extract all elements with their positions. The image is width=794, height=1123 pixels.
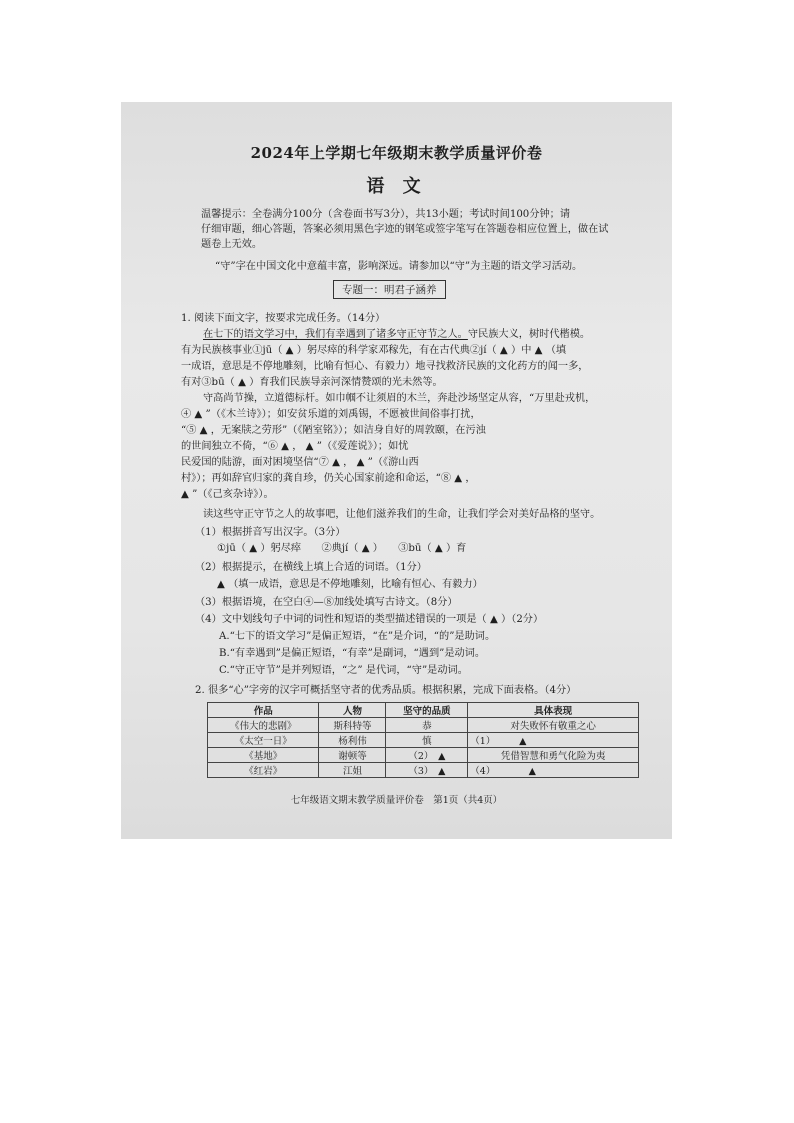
option-b: B.“有幸遇到”是偏正短语，“有幸”是副词，“遇到”是动词。: [219, 648, 486, 659]
table-cell: 江姐: [319, 763, 386, 778]
tip-line-2: 仔细审题，细心答题，答案必须用黑色字迹的钢笔或签字笔写在答题卷相应位置上，做在试: [201, 224, 609, 235]
q1-para-line-9: 民爱国的陆游，面对困境坚信“⑦ ▲ ， ▲ ”（《游山西: [181, 457, 419, 468]
table-row: [208, 718, 639, 733]
table-cell: 谢顿等: [319, 748, 386, 763]
section-label: 专题一：明君子涵养: [333, 280, 446, 299]
sub-question-2-line: ▲ （填一成语，意思是不停地雕刻，比喻有恒心、有毅力）: [217, 579, 483, 590]
table-cell: （3） ▲: [386, 763, 468, 778]
q1-para-line-8: 的世间独立不倚，“⑥ ▲ ， ▲ ”（《爱莲说》）；如忧: [181, 441, 409, 452]
table-cell: 杨利伟: [319, 733, 386, 748]
table-header-cell: 具体表现: [468, 703, 639, 718]
table-cell: （1） ▲: [468, 733, 639, 748]
table-cell: 《红岩》: [208, 763, 319, 778]
table-cell: 《太空一日》: [208, 733, 319, 748]
q1-para-line-12: 读这些守正守节之人的故事吧，让他们滋养我们的生命，让我们学会对美好品格的坚守。: [203, 509, 601, 520]
q1-para-line-11: ▲ ”（《己亥杂诗》）。: [181, 489, 274, 500]
underlined-sentence: 在七下的语文学习中，我们有幸遇到了诸多守正守节之人。: [203, 329, 468, 340]
q1-para-line-7: “⑤ ▲ ，无案牍之劳形”（《陋室铭》）；如洁身自好的周敦颐，在污浊: [181, 425, 486, 436]
table-cell: 斯科特等: [319, 718, 386, 733]
q1-para-line-6: ④ ▲ ”（《木兰诗》）；如安贫乐道的刘禹锡，不愿被世间俗事打扰，: [181, 409, 481, 420]
sub-question-1: （1）根据拼音写出汉字。（3分）: [195, 527, 346, 538]
table-header-row: [208, 703, 639, 718]
table-row: [208, 733, 639, 748]
table-header-cell: 作品: [208, 703, 319, 718]
exam-paper-photo: [121, 102, 672, 839]
table-cell: 《基地》: [208, 748, 319, 763]
table-row: [208, 763, 639, 778]
q1-para-line-3: 一成语，意思是不停地雕刻，比喻有恒心、有毅力）地寻找救济民族的文化药方的闻一多，: [181, 361, 589, 372]
option-c: C.“守正守节”是并列短语，“之” 是代词，“守”是动词。: [219, 665, 468, 676]
tip-line-3: 题卷上无效。: [201, 239, 263, 250]
option-a: A.“七下的语文学习”是偏正短语，“在”是介词，“的”是助词。: [219, 631, 496, 642]
table-header-cell: 坚守的品质: [386, 703, 468, 718]
q1-para-line-2: 有为民族核事业①jū（ ▲ ）躬尽瘁的科学家邓稼先，有在古代典②jí（ ▲ ）中 ▲ （填: [181, 345, 567, 356]
q1-heading: 1. 阅读下面文字，按要求完成任务。（14分）: [181, 313, 386, 324]
q1-para-line-4: 有对③bū（ ▲ ）育我们民族导亲河深情赞颂的光未然等。: [181, 377, 443, 388]
sub-question-3: （3）根据语境，在空白④—⑧加线处填写古诗文。（8分）: [195, 597, 458, 608]
table-cell: 恭: [386, 718, 468, 733]
page-footer: 七年级语文期末教学质量评价卷 第1页（共4页）: [290, 795, 503, 806]
exam-subject: 语 文: [366, 176, 427, 197]
table-cell: 对失败怀有敬重之心: [468, 718, 639, 733]
sub-question-1-items: ①jū（ ▲ ）躬尽瘁 ②典jí（ ▲ ） ③bū（ ▲ ）育: [217, 543, 467, 554]
q1-para-line-1: 在七下的语文学习中，我们有幸遇到了诸多守正守节之人。守民族大义，树时代楷模。: [203, 329, 591, 340]
table-cell: （4） ▲: [468, 763, 639, 778]
q1-para-line-10: 村》）；再如辞官归家的龚自珍，仍关心国家前途和命运，“⑧ ▲ ，: [181, 473, 476, 484]
table-header-cell: 人物: [319, 703, 386, 718]
table-row: [208, 748, 639, 763]
table-cell: 凭借智慧和勇气化险为夷: [468, 748, 639, 763]
sub-question-4: （4）文中划线句子中词的词性和短语的类型描述错误的一项是（ ▲ ）（2分）: [195, 614, 544, 625]
table-cell: 《伟大的悲剧》: [208, 718, 319, 733]
qualities-table: [207, 702, 639, 778]
sub-question-2: （2）根据提示，在横线上填上合适的词语。（1分）: [195, 562, 427, 573]
q2-heading: 2. 很多“心”字旁的汉字可概括坚守者的优秀品质。根据积累，完成下面表格。（4分）: [195, 685, 577, 696]
table-cell: （2） ▲: [386, 748, 468, 763]
q1-para-line-5: 守高尚节操，立道德标杆。如巾帼不让须眉的木兰，奔赴沙场坚定从容，“万里赴戎机，: [203, 393, 596, 404]
table-cell: 慎: [386, 733, 468, 748]
theme-intro: “守”字在中国文化中意蕴丰富，影响深远。请参加以“守”为主题的语文学习活动。: [215, 261, 583, 272]
exam-title: 2024年上学期七年级期末教学质量评价卷: [250, 144, 543, 162]
tip-line-1: 温馨提示：全卷满分100分（含卷面书写3分），共13小题；考试时间100分钟；请: [201, 209, 571, 220]
